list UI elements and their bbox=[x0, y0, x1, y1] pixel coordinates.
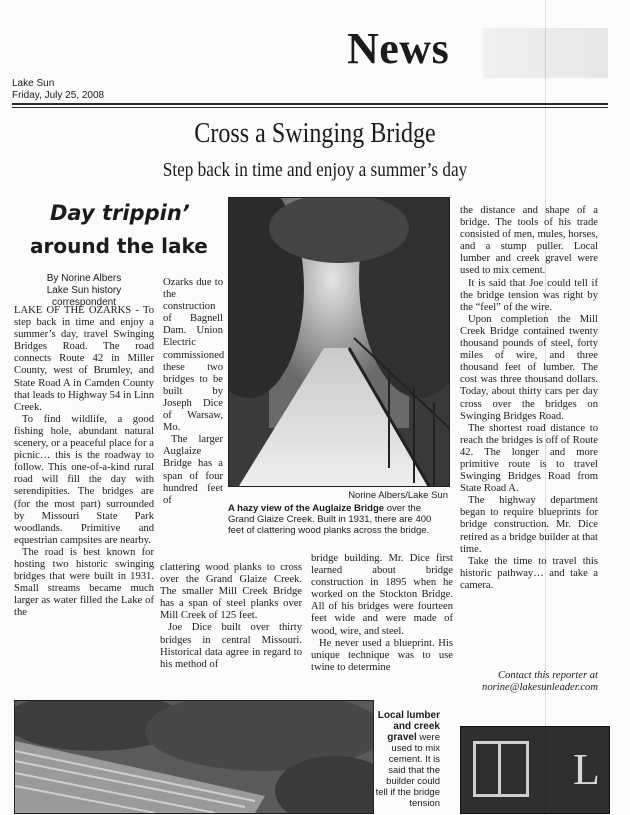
paragraph: Take the time to travel this historic pathway… and take a camera. bbox=[460, 555, 598, 591]
paragraph: LAKE OF THE OZARKS - To step back in time and enjoy a summer’s day, travel Swinging Bridges Road. The road connects Route 42 in Miller County, west of Brumley, and State Road A in Camden County that leads to Highway 54 in Linn Creek. bbox=[14, 305, 154, 413]
paragraph: The highway department began to require blueprints for bridge construction. Mr. Dice retired as a bridge builder at that time. bbox=[460, 495, 598, 555]
ad-window-divider bbox=[498, 741, 501, 797]
bottom-right-ad bbox=[460, 726, 610, 814]
bridge-photo bbox=[228, 197, 450, 487]
lumber-photo bbox=[14, 700, 374, 814]
paragraph: bridge building. Mr. Dice first learned about bridge construction in 1895 when he worked on the Stockton Bridge. All of his bridges were fourteen feet wide and were made of wood, wire, and steel. bbox=[311, 553, 453, 637]
paragraph: The road is best known for hosting two historic swinging bridges that were built in 1931. Small streams became much larger as water filled the Lake of the bbox=[14, 546, 154, 619]
paragraph: Ozarks due to the construction of Bagnell Dam. Union Electric commissioned these two bridges to be built by Joseph Dice of Warsaw, Mo. bbox=[163, 277, 225, 434]
kicker-line-1: Day trippin’ bbox=[50, 201, 190, 225]
paragraph: Upon completion the Mill Creek Bridge contained twenty thousand pounds of steel, forty miles of wire, and three thousand feet of lumber. The cost was three thousand dollars. Today, about thirty cars per day cross over the bridges on Swinging Bridges Road. bbox=[460, 313, 598, 422]
article-column-4 bbox=[460, 205, 598, 592]
photo-caption bbox=[228, 503, 448, 536]
reporter-contact bbox=[460, 670, 598, 694]
paragraph: To find wildlife, a good fishing hole, abundant natural scenery, or a peaceful place for a picnic… this is the roadway to follow. This one-of-a-kind rural road will fill the day with serendipities. The bridges are (for the most part) surrounded by Missouri State Park woodlands. Primitive and equestrian campsites are nearby. bbox=[14, 413, 154, 546]
photo-caption-text: over the Grand Glaize Creek. Built in 1931, there are 400 feet of clattering wood planks across the bridge. bbox=[228, 503, 432, 536]
subheadline: Step back in time and enjoy a summer’s day bbox=[162, 159, 468, 181]
scan-fold-line bbox=[545, 0, 546, 815]
paragraph: The larger Auglaize Bridge has a span of four hundred feet of bbox=[163, 434, 223, 506]
paper-name: Lake Sun bbox=[12, 78, 55, 89]
paragraph: Joe Dice built over thirty bridges in central Missouri. Historical data agree in regard to his method of bbox=[160, 622, 302, 670]
issue-date: Friday, July 25, 2008 bbox=[12, 90, 105, 101]
ad-window-icon bbox=[473, 741, 529, 797]
masthead-rule bbox=[12, 103, 608, 105]
bridge-photo-image bbox=[229, 198, 449, 486]
paragraph: He never used a blueprint. His unique technique was to use twine to determine bbox=[311, 637, 453, 673]
article-column-2-bottom bbox=[160, 562, 302, 671]
paragraph: It is said that Joe could tell if the bridge tension was right by the “feel” of the wire. bbox=[460, 277, 598, 313]
masthead-rule-thin bbox=[12, 107, 608, 108]
bottom-photo-caption bbox=[374, 710, 440, 812]
bottom-caption-bold: Local lumber and creek gravel bbox=[377, 710, 440, 743]
photo-caption-bold: A hazy view of the Auglaize Bridge bbox=[228, 503, 385, 514]
article-column-3 bbox=[311, 553, 453, 674]
article-column-1 bbox=[14, 305, 154, 619]
article-column-2-top bbox=[163, 277, 223, 507]
lumber-photo-image bbox=[15, 701, 373, 813]
contact-email: norine@lakesunleader.com bbox=[482, 682, 598, 693]
headline: Cross a Swinging Bridge bbox=[194, 118, 436, 149]
photo-credit: Norine Albers/Lake Sun bbox=[348, 490, 448, 501]
byline-author: By Norine Albers bbox=[46, 273, 122, 284]
ad-logo-letter: L bbox=[573, 745, 600, 794]
byline-role: Lake Sun history correspondent bbox=[46, 285, 122, 308]
contact-label: Contact this reporter at bbox=[498, 670, 598, 681]
paragraph: The shortest road distance to reach the bridges is off of Route 42. The longer and more primitive route is to travel Swinging Bridges Road from State Road A. bbox=[460, 422, 598, 495]
bottom-caption-text: were used to mix cement. It is said that the builder could tell if the bridge tension bbox=[375, 732, 440, 809]
kicker-line-2: around the lake bbox=[30, 234, 208, 258]
paragraph: the distance and shape of a bridge. The tools of his trade consisted of men, mules, horses, and a stump puller. Local lumber and creek gravel were used to mix cement. bbox=[460, 205, 598, 277]
paragraph: clattering wood planks to cross over the Grand Glaize Creek. The smaller Mill Creek Bridge has a span of steel planks over Mill Creek of 125 feet. bbox=[160, 562, 302, 622]
section-title: News bbox=[347, 24, 450, 73]
